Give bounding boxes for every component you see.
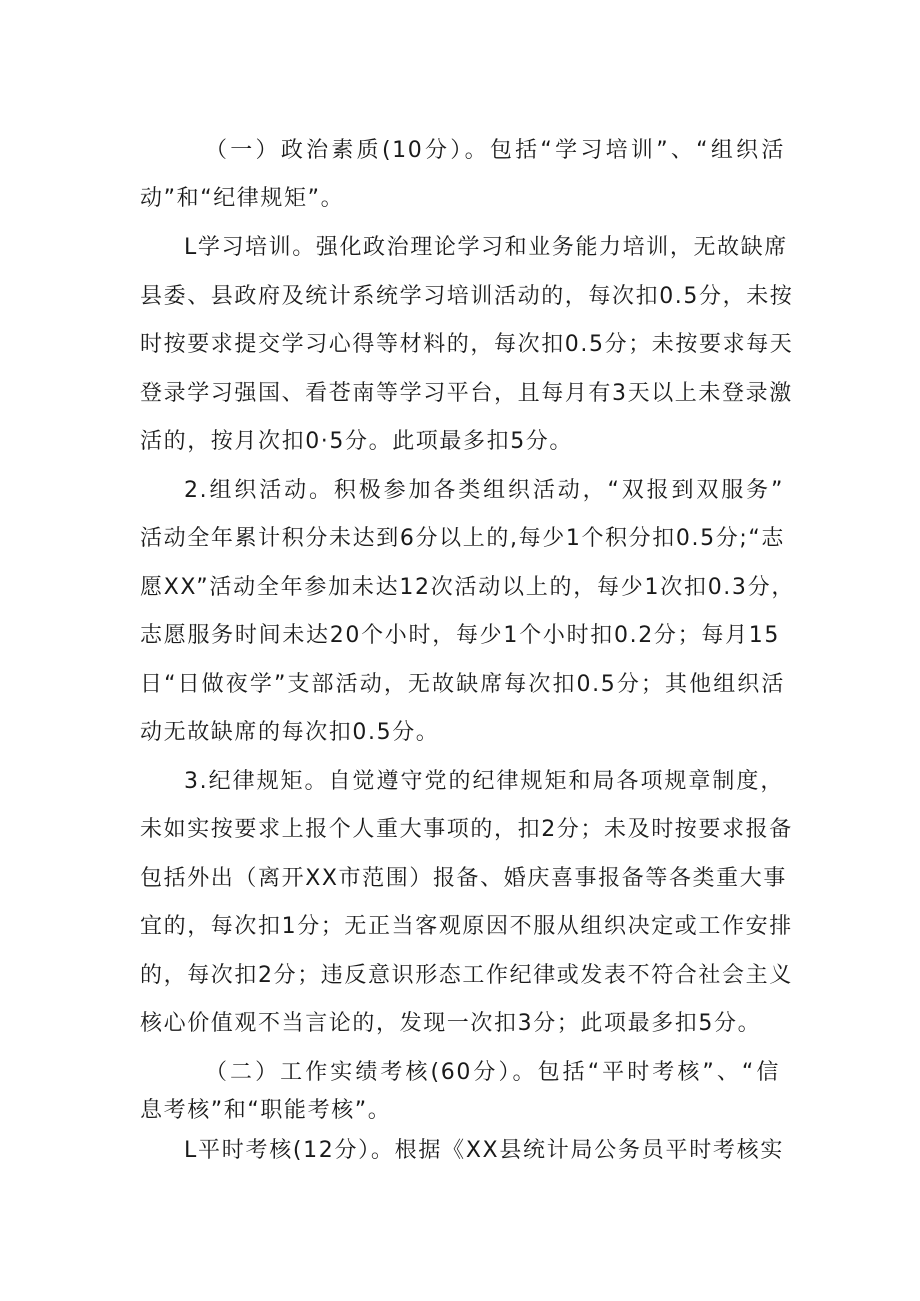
text-line: 包括外出（离开XX市范围）报备、婚庆喜事报备等各类重大事 (140, 866, 787, 891)
text-line: 息考核”和“职能考核”。 (140, 1098, 392, 1123)
text-line: 愿XX”活动全年参加未达12次活动以上的，每少1次扣0.3分， (140, 575, 795, 600)
text-line: 动无故缺席的每次扣0.5分。 (140, 720, 440, 745)
text-line: 登录学习强国、看苍南等学习平台，且每月有3天以上未登录激 (140, 381, 793, 406)
text-line: 核心价值观不当言论的，发现一次扣3分；此项最多扣5分。 (140, 1011, 762, 1036)
item-heading-discipline: 3.纪律规矩。自觉遵守党的纪律规矩和局各项规章制度， (184, 769, 784, 794)
text-line: 日“日做夜学”支部活动，无故缺席每次扣0.5分；其他组织活 (140, 672, 785, 697)
text-line: 活的，按月次扣0·5分。此项最多扣5分。 (140, 429, 573, 454)
text-line: 宜的，每次扣1分；无正当客观原因不服从组织决定或工作安排 (140, 914, 793, 939)
text-line: 活动全年累计积分未达到6分以上的,每少1个积分扣0.5分;“志 (140, 526, 785, 551)
text-line: 时按要求提交学习心得等材料的，每次扣0.5分；未按要求每天 (140, 332, 794, 357)
item-heading-routine-assessment: L平时考核(12分）。根据《XX县统计局公务员平时考核实 (184, 1138, 784, 1163)
item-heading-study-training: L学习培训。强化政治理论学习和业务能力培训，无故缺席 (184, 235, 788, 260)
item-heading-organization: 2.组织活动。积极参加各类组织活动，“双报到双服务” (184, 478, 784, 503)
text-line: 动”和“纪律规矩”。 (140, 186, 345, 211)
text-line: 志愿服务时间未达20个小时，每少1个小时扣0.2分；每月15 (140, 623, 780, 648)
section-heading-political: （一）政治素质(10分）。包括“学习培训”、“组织活 (205, 138, 785, 163)
text-line: 的，每次扣2分；违反意识形态工作纪律或发表不符合社会主义 (140, 963, 793, 988)
text-line: 未如实按要求上报个人重大事项的，扣2分；未及时按要求报备 (140, 817, 793, 842)
text-line: 县委、县政府及统计系统学习培训活动的，每次扣0.5分，未按 (140, 284, 794, 309)
section-heading-performance: （二）工作实绩考核(60分）。包括“平时考核”、“信 (205, 1060, 780, 1085)
